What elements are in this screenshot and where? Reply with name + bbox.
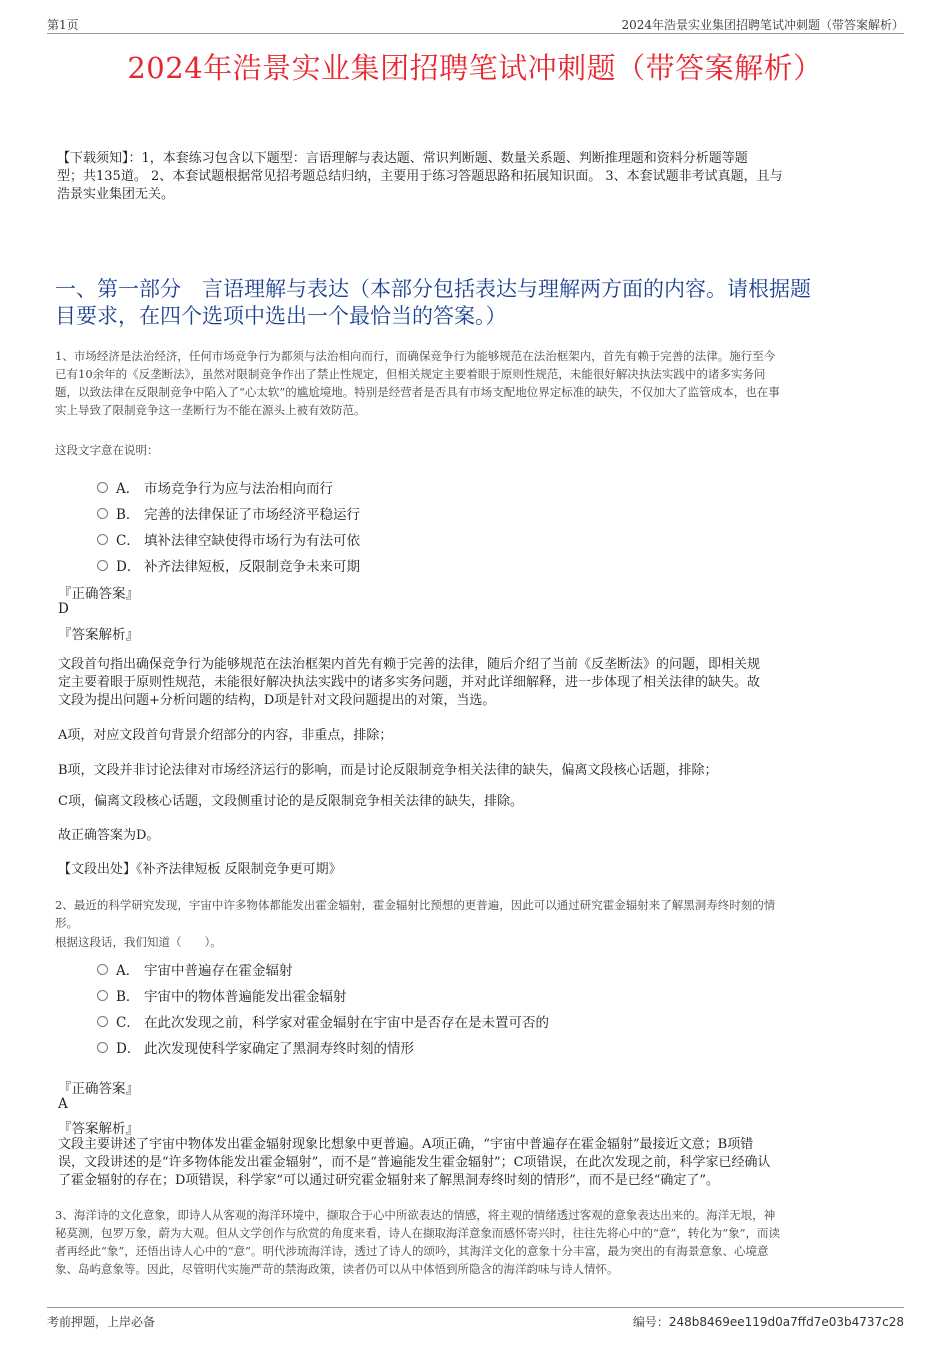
section-heading (55, 276, 895, 330)
footer-code-label: 编号： (632, 1315, 669, 1329)
radio-icon[interactable] (97, 990, 108, 1001)
q2-prompt: 根据这段话，我们知道（ ）。 (55, 935, 222, 949)
radio-icon[interactable] (97, 1042, 108, 1053)
footer-code-value: 248b8469ee119d0a7ffd7e03b4737c28 (668, 1315, 904, 1329)
q1-analysis-line-3: 文段为提出问题+分析问题的结构，D项是针对文段问题提出的对策，当选。 (58, 693, 496, 708)
q2-answer-label: 『正确答案』 (58, 1081, 139, 1097)
q2-option-b[interactable]: B． 宇宙中的物体普遍能发出霍金辐射 (97, 985, 347, 1005)
radio-icon[interactable] (97, 534, 108, 545)
q1-analysis-line-1: 文段首句指出确保竞争行为能够规范在法治框架内首先有赖于完善的法律，随后介绍了当前《反垄断法》的问题，即相关规 (58, 657, 761, 672)
q2-option-c[interactable]: C． 在此次发现之前，科学家对霍金辐射在宇宙中是否存在是未置可否的 (97, 1011, 549, 1031)
q1-stem-line-4: 实上导致了限制竞争这一垄断行为不能在源头上被有效防范。 (55, 403, 366, 417)
q1-option-a[interactable]: A． 市场竞争行为应与法治相向而行 (97, 477, 333, 497)
q1-note-a: A项，对应文段首句背景介绍部分的内容，非重点，排除； (58, 728, 393, 743)
q1-option-c[interactable]: C． 填补法律空缺使得市场行为有法可依 (97, 529, 360, 549)
section-heading-line-1: 一、第一部分 言语理解与表达（本部分包括表达与理解两方面的内容。请根据题 (55, 277, 811, 301)
q1-stem-line-3: 题，以致法律在反限制竞争中陷入了“心太软”的尴尬境地。特别是经营者是否具有市场支配地位界定标准的缺失，不仅加大了监管成本，也在事 (55, 385, 780, 399)
q2-stem-line-2: 形。 (55, 916, 78, 930)
header-doc-title: 2024年浩景实业集团招聘笔试冲刺题（带答案解析） (621, 18, 904, 32)
q3-stem-line-2: 秘莫测，包罗万象，蔚为大观。但从文学创作与欣赏的角度来看，诗人在撷取海洋意象而感怀寄兴时，往往先将心中的“意”，转化为“象”，而读 (55, 1226, 781, 1240)
q2-answer: A (58, 1096, 68, 1112)
q1-source: 【文段出处】《补齐法律短板 反限制竞争更可期》 (58, 862, 342, 877)
q2-stem-line-1: 2、最近的科学研究发现，宇宙中许多物体都能发出霍金辐射，霍金辐射比预想的更普遍，因此可以通过研究霍金辐射来了解黑洞寿终时刻的情 (55, 898, 776, 912)
q2-analysis-label: 『答案解析』 (58, 1121, 139, 1137)
page-number: 第1页 (47, 18, 79, 32)
q2-analysis-line-3: 了霍金辐射的存在；D项错误，科学家“可以通过研究霍金辐射来了解黑洞寿终时刻的情形”，而不是已经“确定了”。 (58, 1173, 720, 1188)
q2-analysis-line-1: 文段主要讲述了宇宙中物体发出霍金辐射现象比想象中更普遍。A项正确，“宇宙中普遍存在霍金辐射”最接近文意；B项错 (58, 1137, 754, 1152)
radio-icon[interactable] (97, 560, 108, 571)
notice-line-2: 型；共135道。 2、本套试题根据常见招考题总结归纳，主要用于练习答题思路和拓展知识面。 3、本套试题非考试真题，且与 (57, 169, 783, 184)
header-divider (47, 33, 904, 34)
q3-stem-line-3: 者再经此“象”，还悟出诗人心中的“意”。明代涉琉海洋诗，透过了诗人的颂吟，其海洋文化的意象十分丰富，最为突出的有海景意象、心境意 (55, 1244, 769, 1258)
footer-code (633, 1313, 904, 1330)
q1-analysis-label: 『答案解析』 (58, 627, 139, 643)
q1-answer-label: 『正确答案』 (58, 586, 139, 602)
q1-note-b: B项，文段并非讨论法律对市场经济运行的影响，而是讨论反限制竞争相关法律的缺失，偏离文段核心话题，排除； (58, 763, 718, 778)
q1-option-b[interactable]: B． 完善的法律保证了市场经济平稳运行 (97, 503, 360, 523)
notice-line-3: 浩景实业集团无关。 (57, 187, 175, 202)
q1-answer: D (58, 601, 69, 617)
q3-stem-line-4: 象、岛屿意象等。因此，尽管明代实施严苛的禁海政策，读者仍可以从中体悟到所隐含的海洋韵味与诗人情怀。 (55, 1262, 619, 1276)
radio-icon[interactable] (97, 482, 108, 493)
radio-icon[interactable] (97, 1016, 108, 1027)
q3-stem-line-1: 3、海洋诗的文化意象，即诗人从客观的海洋环境中，撷取合于心中所欲表达的情感，将主观的情绪透过客观的意象表达出来的。海洋无垠，神 (55, 1208, 776, 1222)
radio-icon[interactable] (97, 964, 108, 975)
q1-option-d[interactable]: D． 补齐法律短板，反限制竞争未来可期 (97, 555, 360, 575)
footer-divider (47, 1307, 904, 1308)
q2-analysis-line-2: 误，文段讲述的是“许多物体能发出霍金辐射”，而不是“普遍能发生霍金辐射”；C项错误，在此次发现之前，科学家已经确认 (58, 1155, 771, 1170)
q1-conclusion: 故正确答案为D。 (58, 828, 160, 843)
footer-slogan: 考前押题，上岸必备 (47, 1315, 156, 1329)
q2-option-d[interactable]: D． 此次发现使科学家确定了黑洞寿终时刻的情形 (97, 1037, 414, 1057)
q1-stem-line-1: 1、市场经济是法治经济，任何市场竞争行为都须与法治相向而行，而确保竞争行为能够规范在法治框架内，首先有赖于完善的法律。施行至今 (55, 349, 776, 363)
section-heading-line-2: 目要求，在四个选项中选出一个最恰当的答案。） (55, 304, 507, 328)
q1-prompt: 这段文字意在说明： (55, 443, 159, 457)
q1-analysis-line-2: 定主要着眼于原则性规范，未能很好解决执法实践中的诸多实务问题，并对此详细解释，进一步体现了相关法律的缺失。故 (58, 675, 761, 690)
page-title: 2024年浩景实业集团招聘笔试冲刺题（带答案解析） (127, 51, 823, 85)
q1-stem-line-2: 已有10余年的《反垄断法》，虽然对限制竞争作出了禁止性规定，但相关规定主要着眼于原则性规范，未能很好解决执法实践中的诸多实务问 (55, 367, 766, 381)
q2-option-a[interactable]: A． 宇宙中普遍存在霍金辐射 (97, 959, 293, 979)
radio-icon[interactable] (97, 508, 108, 519)
notice-line-1: 【下载须知】：1，本套练习包含以下题型：言语理解与表达题、常识判断题、数量关系题、判断推理题和资料分析题等题 (57, 151, 748, 166)
q1-note-c: C项，偏离文段核心话题，文段侧重讨论的是反限制竞争相关法律的缺失，排除。 (58, 794, 523, 809)
